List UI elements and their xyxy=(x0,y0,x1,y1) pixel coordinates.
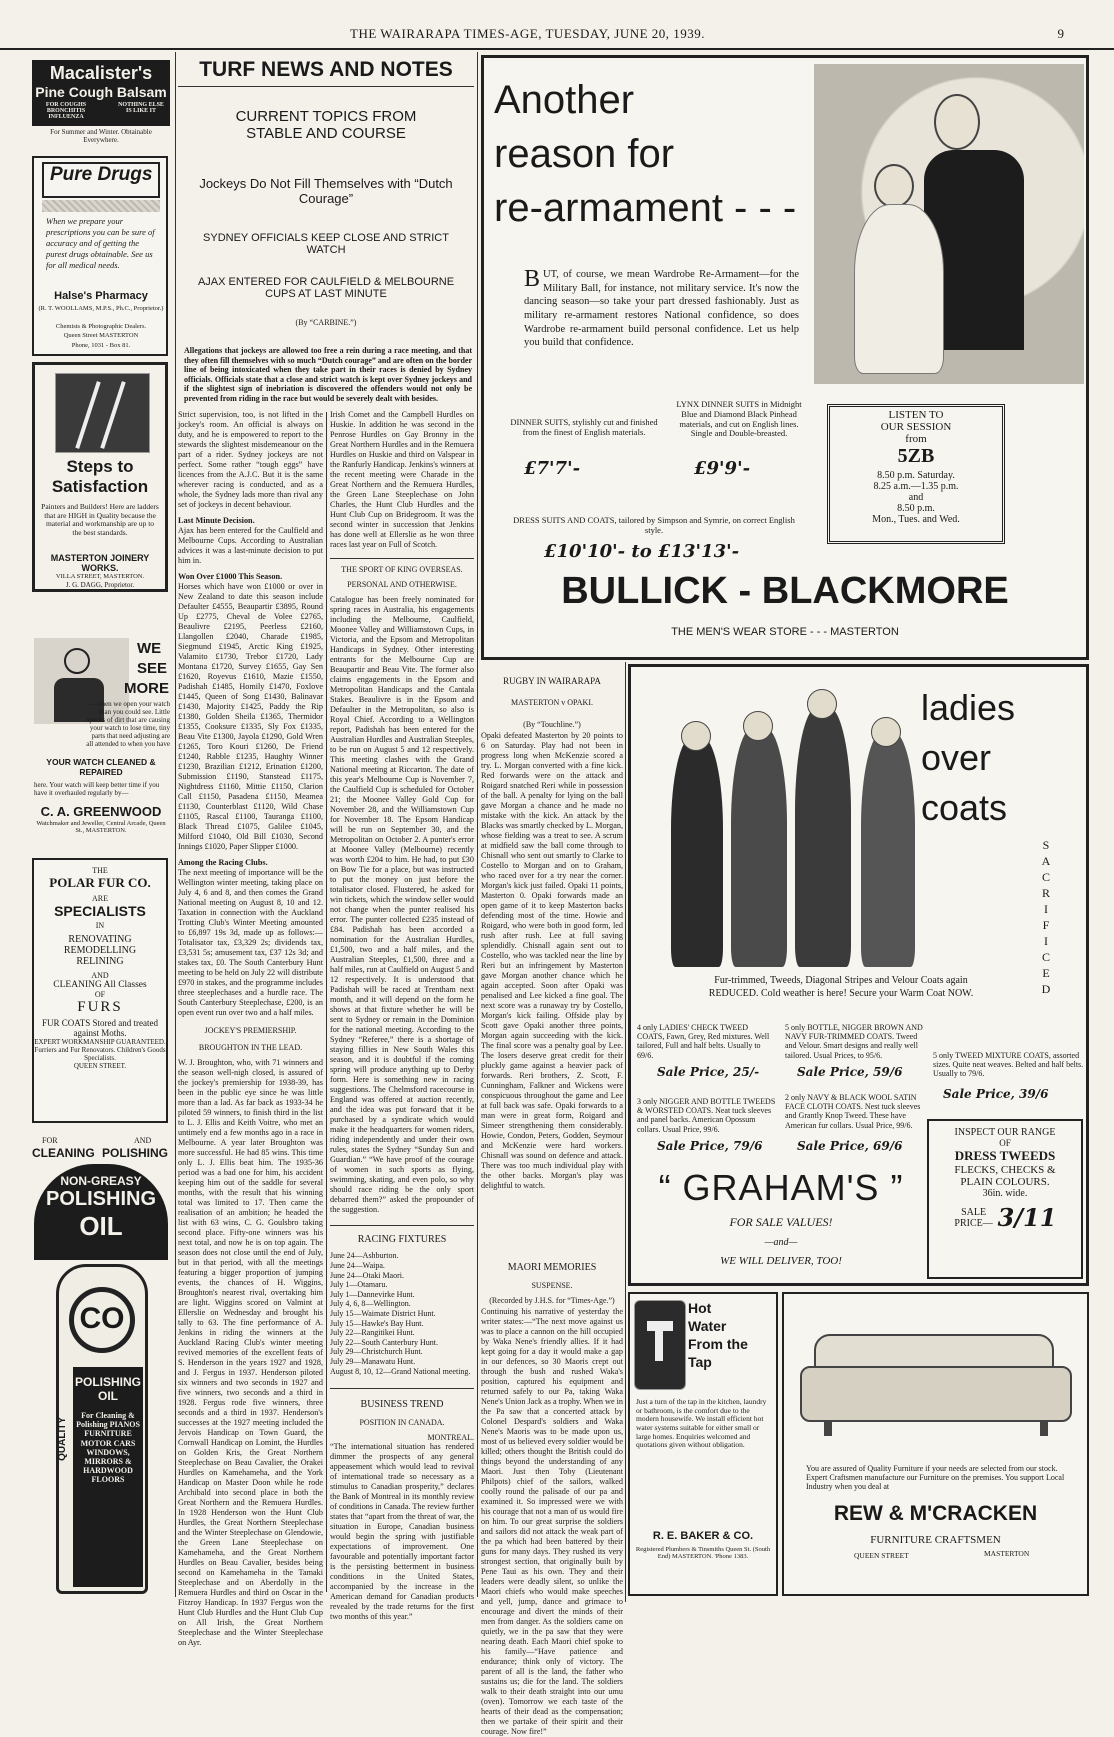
radio-time-3: 8.50 p.m. xyxy=(897,503,935,514)
turf-head-won: Won Over £1000 This Season. xyxy=(178,572,283,581)
tweeds-width: 36in. wide. xyxy=(982,1188,1028,1199)
grahams-heading-1: ladies xyxy=(921,687,1016,728)
turf-head-premiership-2: BROUGHTON IN THE LEAD. xyxy=(198,1043,303,1053)
polar-specialists: SPECIALISTS xyxy=(54,903,146,919)
maori-memories-article xyxy=(481,1262,623,1737)
rugby-article xyxy=(481,668,623,1288)
turf-col1-p3: Horses which have won £1000 or over in New Zealand to date this season include Defaulter £4555, Beaupartir £3895, Round Up £2775, Cheval de Volee £2765, Beaulivre £2195, Peerless £2160, Llangollen £2040, Charade £1985, Siegmund £1945, Arctic King £1925, Valamito £1730, Trebor £1720, Lady Montana £1720, Survey £1655, Gay Sen £1620, Royevus £1610, Mazie £1550, Padishah £1485, Homily £1470, Foxlove £1445, Queen of Song £1430, Balinavar £1430, Majority £1425, Paddy the Rip £1380, Golden Sheila £1365, Thermidor £1355, Cooksure £1335, Sly Fox £1335, Beau Vite £1300, Jayola £1290, Gold Wren £1265, Toro Kouri £1260, De Friend £1240, Rabble £1235, Haughty Winner £1230, Brazilian £1212, Erination £1200, Submission £1190, Stanstead £1175, Nightdress £1160, Mittie £1150, Clarion Call £1150, Pasadena £1150, Meamea £1130, Counterblast £1120, Wild Chase £1105, Rascal £1100, Tauranga £1100, Black Thread £1075, Galilee £1045, Milford £1040, Old Bill £1030, Second Innings £1020, Paper Slipper £1000. xyxy=(178,582,323,851)
tweeds-box xyxy=(927,1119,1083,1279)
polar-remodelling: REMODELLING xyxy=(63,945,137,956)
halse-text: When we prepare your prescriptions you can be sure of accuracy and of getting the purest drugs obtainable. See us for all medical needs. xyxy=(46,216,155,271)
ladder-illustration xyxy=(55,373,150,453)
tap-illustration xyxy=(634,1300,686,1390)
macalister-name: Macalister's xyxy=(49,63,153,83)
bullick-body xyxy=(524,268,799,350)
oil-co-logo: CO xyxy=(69,1287,135,1353)
turf-head-sport-2: PERSONAL AND OTHERWISE. xyxy=(347,580,457,590)
turf-col2-p3: “The international situation has rendered dimmer the prospects of any general appeasement which would lead to revival of international trade so necessary as a stimulus to Canadian prosperity,” declares the Bank of Montreal in its monthly review of conditions in Canada. The review further states that “apart from the threat of war, the situation in Europe, Canadian business would begin the spring with justifiable expectations of improvement. One favourable and potentially important factor is the persisting betterment in business conditions in the United States, accompanied by the increase in the American demand for Canadian products revealed by the trade returns for the first two months of this year.” xyxy=(330,1442,474,1622)
oil-polishing: POLISHING xyxy=(102,1146,169,1160)
turf-sub-1: CURRENT TOPICS FROM STABLE AND COURSE xyxy=(235,108,417,142)
bullick-blackmore-ad xyxy=(481,55,1089,660)
polar-of: OF xyxy=(94,990,106,999)
dancing-couple-illustration xyxy=(814,64,1084,384)
turf-col1-p2: Ajax has been entered for the Caulfield and Melbourne Cups. According to Australian advices it was a last-minute decision to put him in. xyxy=(178,526,323,565)
suit-dress-desc: DRESS SUITS AND COATS, tailored by Simpson and Symrie, on correct English style. xyxy=(513,515,795,535)
oil-uses: For Cleaning & Polishing PIANOS FURNITURE MOTOR CARS WINDOWS, MIRRORS & HARDWOOD FLOORS xyxy=(76,1411,140,1485)
polar-fur-ad xyxy=(32,858,168,1123)
fixture: July 1—Otamaru. xyxy=(330,1280,388,1290)
radio-and: and xyxy=(908,492,924,503)
coat-item-5: 2 only NAVY & BLACK WOOL SATIN FACE CLOTH COATS. Nest tuck sleeves and Grantly Knop Tweed. These have American fur collars. Usual Price, 99/6. xyxy=(785,1093,921,1130)
polar-the: THE xyxy=(92,866,108,875)
baker-heading-3: From the xyxy=(688,1336,748,1352)
polar-street: QUEEN STREET. xyxy=(73,1062,127,1070)
turf-col1-p5: W. J. Broughton, who, with 71 winners and the season well-nigh closed, is assured of the jockey's premiership for 1938-39, has been in the public eye since he was little more than a lad. As far back as 1933-34 he piloted 59 winners, to finish third in the list to L. J. Ellis and Keith Voitre, who met an untimely end a few months ago in a race in Melbourne. A year later Broughton was more successful. He had 85 wins. This time only L. J. Ellis beat him. The 1935-36 period was a bad one for him, his accident keeping him out of the saddle for several months, with the result that his winning total was limited to 17. Then came the realisation of an ambition; he headed the list with 63 wins, C. G. Goulsbro taking second place. Fifty-one winners was his next total, and now he is on top again. The season does not close until the end of July, but in that period, with all the meetings featuring a bigger proportion of jumping events, the chances of H. Wiggins, Broughton's nearest rival, overtaking him are light. Wiggins scored on Valmint at Ellerslie on Wednesday and brought his tally to 63. The fine performance of A. Jenkins in riding the winners at the Auckland Racing Club's winter meeting revived memories of the excellent feats of S. Henderson in the years 1927 and 1928, and J. Fergus in 1937. Henderson piloted six winners and two seconds in 1927 and five winners, two seconds and a third in 1928. Fergus rode five winners, three seconds and a third in 1937. Henderson's successes at the 1927 meeting included the Jervois Handicap on Town Guard, the Cornwall Handicap on Lomint, the Hurdles on Golden Kris, the Great Northern Steeplechase on Beau Cavalier, the Orakei Hurdles on Kamehameha, and the York Handicap on Master Doon while he rode Archibald into second place in both the Great Northern and the Remuera Hurdles. In 1928 Henderson won the Hunt Club Hurdles, the Great Northern Steeplechase and the Winter Steeplechase on Glendowie, the Green Lane Steeplechase on Kamehameha, and the Great Northern Hurdles on Beau Cavalier, besides being second on Kamehameha in the Tamaki Steeplechase and on Aberdolly in the Remuera Hurdles and third on Oscar in the Fitzroy Handicap. In 1937 Fergus won the Hunt Club Hurdles and the Hunt Club Cup on All Irish, the Great Northern Steeplechase and the Winter Steeplechase on Ayr. xyxy=(178,1058,323,1648)
joinery-name: MASTERTON JOINERY WORKS. xyxy=(50,553,150,573)
column-divider-2 xyxy=(477,52,478,1597)
fixture: June 24—Otaki Maori. xyxy=(330,1270,404,1280)
fixture: July 1—Dannevirke Hunt. xyxy=(330,1289,415,1299)
oil-bottle xyxy=(56,1264,148,1594)
polar-expert: EXPERT WORKMANSHIP GUARANTEED. xyxy=(34,1038,166,1046)
tweeds-inspect: INSPECT OUR RANGE xyxy=(954,1127,1056,1138)
joinery-ad xyxy=(32,362,168,592)
bullick-headline-1: Another xyxy=(494,78,635,122)
polar-are: ARE xyxy=(92,894,108,903)
fixture: July 15—Waimate District Hunt. xyxy=(330,1308,436,1318)
rew-address-1: QUEEN STREET xyxy=(854,1551,909,1560)
turf-head-business-2: POSITION IN CANADA. xyxy=(359,1418,445,1428)
fixture: June 24—Ashburton. xyxy=(330,1251,399,1261)
oil-nongreasy: NON-GREASY xyxy=(60,1174,142,1188)
oil-polishing-2: POLISHING xyxy=(45,1188,156,1210)
baker-sub: Registered Plumbers & Tinsmiths Queen St. (South End) MASTERTON. 'Phone 1383. xyxy=(635,1546,771,1561)
sacrificed-letter: F xyxy=(1042,918,1050,932)
turf-head-clubs: Among the Racing Clubs. xyxy=(178,858,268,867)
halse-owner: (R. T. WOOLLAMS, M.P.S., Ph.C., Proprietor.) xyxy=(38,305,164,312)
turf-column-1 xyxy=(178,410,323,1648)
grahams-ad xyxy=(628,664,1089,1286)
maori-body: Continuing his narrative of yesterday the writer states:—“The next move against us was to place a cannon on the hill occupied by Waka Nene's friendly allies. If it had kept going for a day it would make a gap in our defences, so 30 Maoris crept out through the bush and rushed Waka's position, captured his equipment and returned safely to our Pa, taking Waka Nene's Union Jack as a trophy. When we in the Pa saw that a concerted attack by Colonel Despard's soldiers and Waka Nene's Maoris was to be made upon us, most of us believed every soldier would be killed; others thought the British could do things beyond the understanding of any Maori. Just then Toby (Lieutenant Philpots) chief of the sailors, walked coolly round the palisade of our pa and examined it. So impressed were we with his courage that not a man of us would fire on him. To our great surprise the soldiers and sailors did not attack the weak part of the pa which had been battered by their guns for many days. They rushed its very strongest section, that originally built by Pene Taui as his own. They and their leaders were deadly silent, so unlike the Maori chiefs who would make speeches and yell, jump, dance and grimace to encourage and divert the minds of their men from danger. As the soldiers came on quietly, we in the pa saw that they were nearing death. Each Maori chief spoke to his family—“Have patience and endurance; think only of victory. The parent of all is the land, the father who sustains us; die for the land. The soldiers walk to their death straight into our umu (oven). Tomorrow we each taste of the hearts of their dead as the compensation; then we partake of their spirit and their courage. Now fire!” xyxy=(481,1307,623,1737)
sofa-illustration xyxy=(794,1304,1078,1452)
sacrificed-letter: R xyxy=(1041,886,1050,900)
baker-plumbers-ad xyxy=(628,1292,778,1596)
coat-item-4: 3 only NIGGER AND BOTTLE TWEEDS & WORSTED COATS. Neat tuck sleeves and panel backs. American Opossum collars. Usual Price, 99/6. xyxy=(637,1097,776,1134)
turf-col2-p2: Catalogue has been freely nominated for spring races in Australia, his engagements including the Melbourne, Caulfield, Moonee Valley and Williamstown Cups, in Victoria, and the Epsom and Metropolitan Handicaps in Sydney. Other interesting entrants for the Melbourne Cup are Beaupartir and Beau Vite. The former also claims engagements in the Epsom and Metropolitan Handicaps and the Cantala Stakes. Beaulivre is in the Epsom and Defaulter in the Metropolitan, so also is Royal Chief. According to a Wellington report, Padishah has been entered for the Australian Hurdles and Australian Steeples, to be run on August 5 and 12 respectively. This meeting clashes with the Grand National meeting at Riccarton. The date of this year's Melbourne Cup is November 7, the Caulfield Cup is scheduled for October 21; the Moonee Valley Gold Cup for November 28, and the Williamstown Cup for November 18. The Epsom Handicap will be run on September 30, and the Metropolitan on October 2. A punter's error at Moonee Valley (Melbourne) recently was worth £204 to him. He had, to put £30 on Bow Tie for a place, but was instructed to put the money on just before the totalisator closed. Flustered, he asked for win tickets, which the window seller would not change when the punter realised his error. The punter collected £235 instead of £84. Padishah has been accorded a nomination for the Australian Hurdles, £1,500, two and a half miles, and the Australian Steeples, £1,500, three and a half miles, run at Caulfield on August 5 and 12 respectively. It is understood that Padishah will be raced at Trentham next month, and it will depend on the form he shows at that fixture whether he will be sent to Sydney or remain in the Dominion for the national meeting. According to the Sydney “Referee,” there is a shortage of staying fillies in New South Wales this season, and it is doubtful if the coming spring will produce anything up to Derby form. Here is something new in racing suggestions. The Chelmsford racecourse in England was offered at auction recently, and the idea was put forward that it be purchased by a syndicate which would make it the headquarters for women riders, riding independently and under their own rules, states the Sydney “Sunday Sun and Guardian.” “We have proof of the courage of women in such sports as flying, swimming, skating, and even polo, so why should race riding be the only sport debarred them?” asked the propounder of the suggestion. xyxy=(330,595,474,1215)
we-see-more-3: MORE xyxy=(124,680,169,697)
turf-title: TURF NEWS AND NOTES xyxy=(178,58,474,87)
joinery-proprietor: J. G. DAGG, Proprietor. xyxy=(65,581,135,589)
grahams-deliver: WE WILL DELIVER, TOO! xyxy=(720,1255,842,1267)
polar-renovating: RENOVATING xyxy=(68,934,132,945)
we-see-more-2: SEE xyxy=(137,660,168,677)
macalister-ad xyxy=(32,60,170,150)
left-ad-column xyxy=(28,56,173,1596)
coat-item-5-price: Sale Price, 69/6 xyxy=(797,1139,903,1153)
rew-mccracken-ad xyxy=(782,1292,1089,1596)
halse-pharmacy-ad xyxy=(32,156,168,356)
fixture: July 4, 6, 8—Wellington. xyxy=(330,1299,411,1309)
turf-head-premiership: JOCKEY'S PREMIERSHIP. xyxy=(204,1026,297,1035)
grahams-intro: Fur-trimmed, Tweeds, Diagonal Stripes and Velour Coats again REDUCED. Cold weather is here! Secure your Warm Coat NOW. xyxy=(708,975,974,999)
radio-time-2: 8.25 a.m.—1.35 p.m. xyxy=(873,481,959,492)
coat-item-3-price: Sale Price, 39/6 xyxy=(943,1087,1049,1101)
pure-drugs-logo: Pure Drugs xyxy=(42,162,160,198)
greenwood-name: C. A. GREENWOOD xyxy=(40,804,162,819)
greenwood-ad xyxy=(32,636,172,848)
joinery-address: VILLA STREET, MASTERTON. xyxy=(55,573,145,580)
page-header xyxy=(0,22,1114,50)
tweeds-plain: PLAIN COLOURS. xyxy=(960,1176,1050,1188)
turf-col1-p4: The next meeting of importance will be the Wellington winter meeting, taking place on July 4, 6 and 8, and then comes the Grand National meeting on August 8, 10 and 12. Taxation in connection with the Auckland Trotting Club's Winter Meeting amounted to £6,897 19s 3d, made up as follows:—Totalisator tax, £3,329 2s; dividends tax, £3,531 5s; amusement tax, £37 12s 3d; and stakes tax, £0. The South Canterbury Hunt meeting to be held on July 22 will distribute £970 in stakes, and the programme includes three steeplechases and a hurdle race. The South Canterbury Steeplechase, £200, is an open event run over two and a half miles. xyxy=(178,868,323,1017)
coat-item-2-price: Sale Price, 59/6 xyxy=(797,1065,903,1079)
bullick-dropcap: B xyxy=(524,266,541,292)
halse-name: Halse's Pharmacy xyxy=(54,290,148,302)
sacrificed-letter: D xyxy=(1041,982,1051,996)
turf-news-article xyxy=(178,56,474,1648)
suit-lynx-price: £9'9'- xyxy=(694,458,751,479)
newspaper-title: THE WAIRARAPA TIMES-AGE, TUESDAY, JUNE 20, 1939. xyxy=(350,26,706,41)
macalister-footer: For Summer and Winter. Obtainable Everywhere. xyxy=(50,128,152,145)
halse-address: Queen Street MASTERTON xyxy=(63,332,139,339)
oil-label xyxy=(73,1367,143,1587)
grahams-name: “ GRAHAM'S ” xyxy=(658,1167,904,1208)
sacrificed-letter: C xyxy=(1041,950,1050,964)
joinery-heading-2: Satisfaction xyxy=(51,477,149,496)
fixture: July 29—Christchurch Hunt. xyxy=(330,1347,423,1357)
macalister-logo xyxy=(32,60,170,126)
rew-address-2: MASTERTON xyxy=(984,1549,1030,1558)
coat-item-4-price: Sale Price, 79/6 xyxy=(657,1139,763,1153)
turf-head-business: BUSINESS TREND xyxy=(330,1388,474,1410)
oil-oil: OIL xyxy=(79,1211,123,1241)
turf-col1-p1: Strict supervision, too, is not lifted in the jockey's room. An official is always on duty, and he is empowered to report to the stewards the slightest misdemeanour on the part of a rider. Sydney jockeys are not perfect. Some rather “tough eggs” have licences from the A.J.C. But it is the same wherever racing is conducted, and as a whole, the Sydney lads more than rival any set of jockeys in decent behaviour. xyxy=(178,410,323,509)
sacrificed-letter: I xyxy=(1044,902,1048,916)
fixture: July 29—Manawatu Hunt. xyxy=(330,1356,416,1366)
baker-name: R. E. BAKER & CO. xyxy=(652,1530,754,1542)
radio-days: Mon., Tues. and Wed. xyxy=(872,514,960,525)
baker-heading-1: Hot xyxy=(688,1300,712,1316)
we-see-more-1: WE xyxy=(137,640,162,657)
bullick-headline-3: re-armament - - - xyxy=(494,186,797,230)
joinery-heading-1: Steps to xyxy=(66,457,134,476)
rew-sub: FURNITURE CRAFTSMEN xyxy=(870,1534,1001,1546)
fixture: July 15—Hawke's Bay Hunt. xyxy=(330,1318,424,1328)
polar-and: AND xyxy=(91,971,109,980)
tweeds-sale-price: 3/11 xyxy=(997,1203,1057,1232)
greenwood-cta: YOUR WATCH CLEANED & REPAIRED xyxy=(46,757,156,777)
oil-cleaning: CLEANING xyxy=(32,1146,95,1160)
grahams-and: —and— xyxy=(764,1237,798,1248)
fixture: June 24—Waipa. xyxy=(330,1260,385,1270)
fixture: July 22—South Canterbury Hunt. xyxy=(330,1337,438,1347)
macalister-tag-left: FOR COUGHS BRONCHITIS INFLUENZA xyxy=(45,102,87,120)
rugby-title: RUGBY IN WAIRARAPA xyxy=(503,676,601,686)
turf-col2-p1: Irish Comet and the Campbell Hurdles on Huskie. In addition he was second in the Penrose Hurdles on Gay Bronny in the Great Northern Hurdles and in the Remuera Hurdles on Huskie and third on Valspear in the Ranfurly Handicap. Jenkins's winners at the recent meeting were Charade in the Great Northern and the Remuera Hurdles, the Green Lane Steeplechase on John Charles, the Hunt Club Hurdles and the Hunt Club Cup on Bridegroom. It was the second winter in succession that Jenkins has done well at Ellerslie as he won three races last year on Full of Scotch. xyxy=(330,410,474,549)
suit-dinner-desc: DINNER SUITS, stylishly cut and finished from the finest of English materials. xyxy=(510,417,658,437)
rugby-byline: (By “Touchline.”) xyxy=(523,719,581,729)
maori-byline: (Recorded by J.H.S. for “Times-Age.”) xyxy=(489,1296,615,1306)
suit-lynx-desc: LYNX DINNER SUITS in Midnight Blue and Diamond Black Pinhead materials, and cut on English lines. Single and Double-breasted. xyxy=(676,399,802,439)
greenwood-cta-2: here. Your watch will keep better time if you have it overhauled regularly by— xyxy=(34,781,160,798)
maori-sub: SUSPENSE. xyxy=(531,1281,573,1290)
radio-from: from xyxy=(905,433,927,445)
radio-session: OUR SESSION xyxy=(880,421,952,433)
sacrificed-letter: I xyxy=(1044,934,1048,948)
fixture: August 8, 10, 12—Grand National meeting. xyxy=(330,1366,471,1376)
radio-session-box xyxy=(827,404,1005,544)
baker-text: Just a turn of the tap in the kitchen, laundry or bathroom, is the comfort due to the modern housewife. We install efficient hot water systems suitable for either small or large homes. Enquiries welcomed and quotations given without obligation. xyxy=(636,1397,767,1450)
polar-cleaning: CLEANING All Classes xyxy=(53,980,147,990)
rugby-sub: MASTERTON v OPAKI. xyxy=(511,698,593,708)
radio-time-1: 8.50 p.m. Saturday. xyxy=(877,470,955,481)
suit-dinner-price: £7'7'- xyxy=(524,458,581,479)
halse-phone: Phone, 1031 - Box 81. xyxy=(71,342,131,349)
bullick-headline-2: reason for xyxy=(494,132,675,176)
grahams-heading-2: over xyxy=(921,737,992,778)
greenwood-sub: Watchmaker and Jeweller, Central Arcade, Queen St., MASTERTON. xyxy=(36,820,166,835)
grahams-sale: FOR SALE VALUES! xyxy=(729,1215,833,1229)
polar-stored: FUR COATS Stored and treated against Moths. xyxy=(42,1018,158,1038)
halse-sub: Chemists & Photographic Dealers. xyxy=(55,323,147,330)
bullick-tagline: THE MEN'S WEAR STORE - - - MASTERTON xyxy=(671,626,899,638)
fixture: July 22—Rangitikei Hunt. xyxy=(330,1328,415,1338)
polar-relining: RELINING xyxy=(76,956,124,967)
turf-sub-3: SYDNEY OFFICIALS KEEP CLOSE AND STRICT WATCH xyxy=(203,232,449,256)
turf-business-place: MONTREAL. xyxy=(427,1433,474,1443)
turf-head-sport: THE SPORT OF KING OVERSEAS. xyxy=(330,558,474,574)
tweeds-flecks: FLECKS, CHECKS & xyxy=(954,1164,1056,1176)
page-number: 9 xyxy=(1057,26,1064,41)
tweeds-of: OF xyxy=(999,1138,1011,1148)
tweeds-sale-label: SALE PRICE— xyxy=(954,1206,993,1229)
bullick-body-text: UT, of course, we mean Wardrobe Re-Armament—for the Military Ball, for instance, not military service. It's now the dancing season—so take your part dressed fashionably. Just as military re-armament restores National confidence, so does Wardrobe re-armament build personal confidence. Let us help you build that confidence. xyxy=(524,269,799,349)
rew-text: You are assured of Quality Furniture if your needs are selected from our stock. Expert Craftsmen manufacture our Furniture on the premises. You support Local Industry when you deal at xyxy=(806,1464,1065,1492)
sacrificed-vertical xyxy=(1031,837,1061,997)
bullick-name: BULLICK - BLACKMORE xyxy=(561,570,1009,612)
radio-listen: LISTEN TO xyxy=(888,409,944,421)
column-divider-3 xyxy=(625,662,626,1602)
polar-name: POLAR FUR CO. xyxy=(49,875,151,890)
turf-column-2 xyxy=(330,410,474,1622)
polar-in: IN xyxy=(95,921,105,930)
turf-sub-4: AJAX ENTERED FOR CAULFIELD & MELBOURNE CUPS AT LAST MINUTE xyxy=(197,276,455,300)
baker-heading-4: Tap xyxy=(688,1354,712,1370)
macalister-tag-right: NOTHING ELSE IS LIKE IT xyxy=(118,102,164,114)
baker-heading-2: Water xyxy=(688,1318,727,1334)
maori-title: MAORI MEMORIES xyxy=(507,1262,597,1273)
turf-column-rule xyxy=(326,412,327,1592)
column-divider xyxy=(175,52,176,1597)
sacrificed-letter: S xyxy=(1042,838,1050,852)
oil-and: AND xyxy=(134,1136,152,1145)
oil-quality: QUALITY xyxy=(57,1417,68,1461)
turf-sub-2: Jockeys Do Not Fill Themselves with “Dutch Courage” xyxy=(199,176,453,206)
coat-item-3: 5 only TWEED MIXTURE COATS, assorted sizes. Quite neat weaves. Belted and half belts. Usually to 79/6. xyxy=(933,1051,1084,1079)
greenwood-text: —when we open your watch than you could see. Little specks of dirt that are causing your watch to lose time, tiny parts that need adjusting are all attended to when you have xyxy=(86,700,170,749)
tweeds-name: DRESS TWEEDS xyxy=(954,1148,1056,1163)
pharmacy-illustration xyxy=(42,200,160,212)
turf-head-last-minute: Last Minute Decision. xyxy=(178,516,255,525)
grahams-heading-3: coats xyxy=(921,787,1008,828)
polar-renovators: Furriers and Fur Renovators. Children's Goods Specialists. xyxy=(34,1046,166,1062)
macalister-product: Pine Cough Balsam xyxy=(35,84,167,100)
joinery-text: Painters and Builders! Here are ladders that are HIGH in Quality because the material and workmanship are up to the best standards. xyxy=(41,502,159,537)
sacrificed-letter: E xyxy=(1042,966,1050,980)
radio-station: 5ZB xyxy=(897,445,935,467)
coat-item-2: 5 only BOTTLE, NIGGER BROWN AND NAVY FUR-TRIMMED COATS. Tweed and Velour. Smart designs and really well tailored. Usual Prices, to 95/6. xyxy=(785,1023,923,1060)
rew-name: REW & M'CRACKEN xyxy=(833,1502,1038,1525)
polishing-oil-ad xyxy=(30,1136,172,1596)
rugby-body: Opaki defeated Masterton by 20 points to 6 on Saturday. Play had not been in progress long when McKenzie scored a try. L. Morgan converted with a fine kick. Red forwards were on the attack and Roigard snatched Reri while in possession of the ball. A penalty for lying on the ball gave Morgan a chance and he made no mistake with the kick. An attack by the Blacks was smartly checked by L. Morgan, whose fielding was a treat to see. A scrum at midfield saw the ball come through to Chisnall who sent out smartly to Clarke to Costello to Morgan and on to Graham, who raced over for a try near the corner. Morgan's kick just failed. Opaki 11 points, Masterton 0. Opaki forwards made an open game of it to keep Masterton backs defending most of the time. Howie and Roigard, who were both in good form, led rush after rush. Lee at full saving splendidly. Chisnall again sent out to Costello, who was tackled near the line by Reri but an infringement by Masterton gave Morgan another chance which he again accepted. Soon after Opaki was penalised and Lee kicked a fine goal. The next score was a runaway try by Costello, Morgan's kick failing. Offside play by Scott gave Opaki another three points, Morgan again succeeding with the kick. The final score was a penalty goal by Lee. The losers deserve great credit for their pluckly game against a heavier pack of forwards. Reri brothers, Z. Scott, F. Cunningham, Falkner and Wickens were conspicuous throughout the game and Lee at full back was safe. Opaki forwards to a man were in great form, Roigard and Simeer strengthening them considerably. Howie, Condon, Peters, Godden, Seymour and McKenzie were hard workers. Chisnall was sound on defence and attack. There was too much individual play with the other backs. Morgan's play was delightful to watch. xyxy=(481,730,623,1190)
oil-for: FOR xyxy=(42,1136,58,1145)
turf-head-fixtures: RACING FIXTURES xyxy=(330,1225,474,1245)
sacrificed-letter: A xyxy=(1041,854,1051,868)
polar-furs: FURS xyxy=(77,999,123,1015)
coat-item-1-price: Sale Price, 25/- xyxy=(657,1065,760,1079)
turf-byline: (By “CARBINE.”) xyxy=(295,318,357,327)
suit-dress-price: £10'10'- to £13'13'- xyxy=(544,541,740,562)
turf-lead: Allegations that jockeys are allowed too free a rein during a race meeting, and that they often fill themselves with so much “Dutch courage” and are often on the border line of being intoxicated when they take part in their races is denied by Sydney officials. Officials state that a close and strict watch is kept over Sydney jockeys and if the slightest sign of inebriation is discovered the offenders would not only be prevented from riding in the race but would be severely dealt with besides. xyxy=(184,346,472,403)
coats-illustration xyxy=(661,677,921,967)
fixtures-list xyxy=(330,1251,474,1376)
sacrificed-letter: C xyxy=(1041,870,1050,884)
coat-item-1: 4 only LADIES' CHECK TWEED COATS, Fawn, Grey, Red mixtures. Well tailored, Full and half belts. Usually to 69/6. xyxy=(637,1023,770,1060)
oil-can-name: POLISHING OIL xyxy=(74,1375,141,1403)
oil-banner xyxy=(34,1164,168,1260)
